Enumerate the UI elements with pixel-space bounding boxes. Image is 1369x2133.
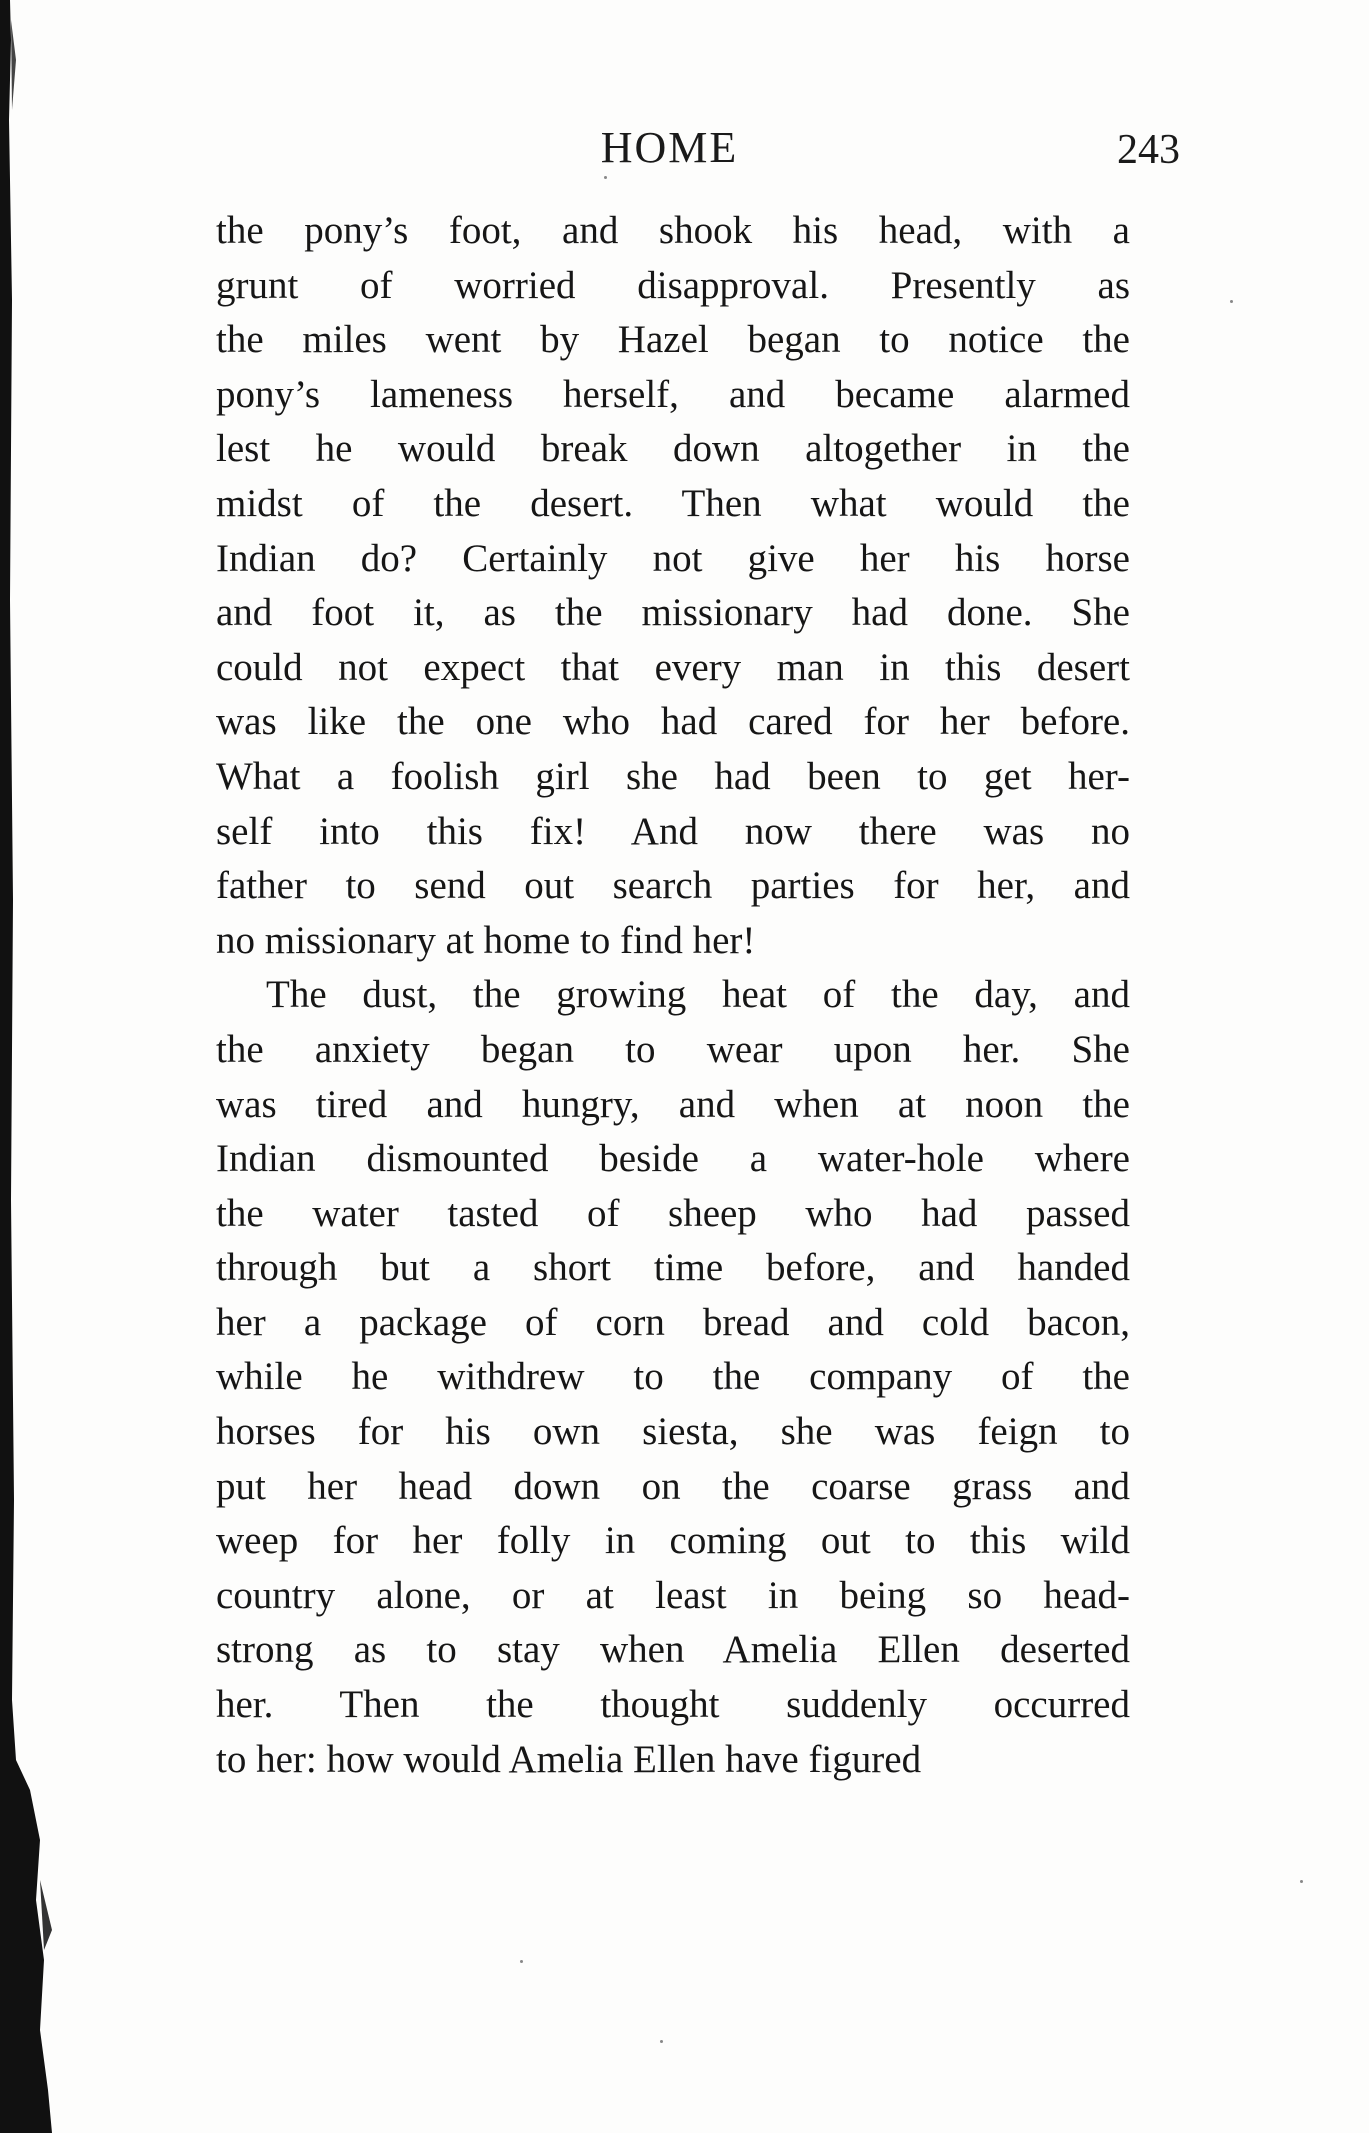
running-head [0,118,1369,178]
paper-speck [660,2040,663,2043]
text-line: The dust, the growing heat of the day, and [266,973,1130,1017]
paper-speck [520,1960,523,1963]
paragraph [216,204,1130,968]
text-line: her. Then the thought suddenly occurred [216,1683,1130,1727]
text-line: while he withdrew to the company of the [216,1355,1130,1399]
text-line: the pony’s foot, and shook his head, with a [216,209,1130,252]
text-line: strong as to stay when Amelia Ellen deserted [216,1628,1130,1672]
text-line: country alone, or at least in being so head- [216,1573,1130,1617]
text-line: her a package of corn bread and cold bacon, [216,1300,1130,1344]
text-line: the miles went by Hazel began to notice the [216,318,1130,362]
text-line: grunt of worried disapproval. Presently as [216,263,1130,307]
text-line: father to send out search parties for her, and [216,864,1130,908]
text-line: and foot it, as the missionary had done. She [216,591,1130,635]
text-line: put her head down on the coarse grass and [216,1464,1130,1508]
text-line: Indian do? Certainly not give her his horse [216,536,1130,580]
paper-speck [604,176,607,179]
text-line: horses for his own siesta, she was feign to [216,1410,1130,1454]
paper-speck [1300,1880,1303,1883]
text-line: the water tasted of sheep who had passed [216,1191,1130,1235]
text-line: to her: how would Amelia Ellen have figured [216,1737,922,1781]
text-line: midst of the desert. Then what would the [216,481,1130,525]
text-line: pony’s lameness herself, and became alarmed [216,372,1130,416]
page-number: 243 [1117,127,1180,173]
text-line: no missionary at home to find her! [216,918,756,962]
text-line: could not expect that every man in this desert [216,645,1130,689]
text-line: weep for her folly in coming out to this wild [216,1519,1130,1563]
paper-speck [1230,300,1233,303]
text-line: through but a short time before, and handed [216,1246,1130,1290]
text-line: Indian dismounted beside a water-hole where [216,1137,1130,1181]
body-text [216,204,1130,1787]
text-line: lest he would break down altogether in the [216,427,1130,471]
text-line: self into this fix! And now there was no [216,809,1130,853]
text-line: What a foolish girl she had been to get her- [216,754,1130,798]
text-line: was tired and hungry, and when at noon the [216,1082,1130,1126]
text-line: the anxiety began to wear upon her. She [216,1027,1130,1071]
running-head-title: HOME [600,123,739,172]
paragraph [216,968,1130,1787]
binding-shadow [0,0,52,2133]
text-line: was like the one who had cared for her before. [216,700,1130,744]
